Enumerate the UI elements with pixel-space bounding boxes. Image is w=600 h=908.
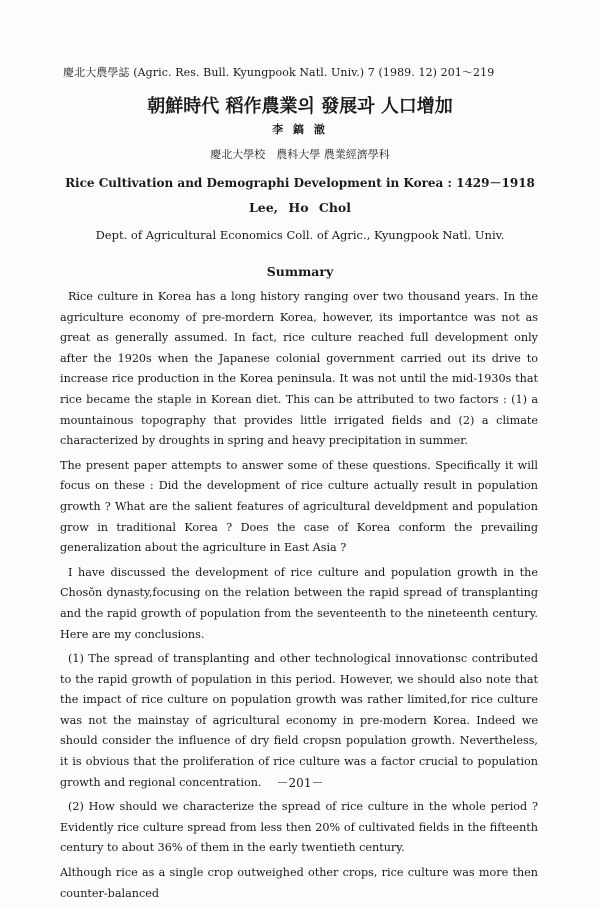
page-number: －201－ [276,776,324,790]
english-affiliation: Dept. of Agricultural Economics Coll. of Agric., Kyungpook Natl. Univ. [95,228,505,242]
summary-paragraph: (2) How should we characterize the spread of rice culture in the whole period ? Evidently rice culture spread from less then 20% of cultivated fields in the fifteenth century to about 36% of them in the early twentieth century. [60,800,538,855]
summary-paragraph: The present paper attempts to answer some of these questions. Specifically it will focus on these : Did the development of rice culture actually result in population growth ? What are the salient features of agricultural develdpment and population grow in traditional Korea ? Does the case of Korea conform the prevailing generalization about the agriculture in East Asia ? [60,458,538,555]
journal-citation: 慶北大農學誌 (Agric. Res. Bull. Kyungpook Natl. Univ.) 7 (1989. 12) 201～219 [63,66,495,79]
korean-title: 朝鮮時代 稻作農業의 發展과 人口增加 [147,96,453,117]
summary-paragraph: Although rice as a single crop outweighed other crops, rice culture was more then counter-balanced [60,866,538,900]
korean-affiliation: 慶北大學校 農科大學 農業經濟學科 [210,148,390,161]
summary-body [60,287,538,908]
english-title: Rice Cultivation and Demographi Development in Korea : 1429－1918 [65,176,535,190]
summary-paragraph: Rice culture in Korea has a long history ranging over two thousand years. In the agriculture economy of pre-mordern Korea, however, its importantce was not as great as generally assumed. In fact, rice culture reached full development only after the 1920s when the Japanese colonial government carried out its drive to increase rice production in the Korea peninsula. It was not until the mid-1930s that rice became the staple in Korean diet. This can be attributed to two factors : (1) a mountainous topography that provides little irrigated fields and (2) a climate characterized by droughts in spring and heavy precipitation in summer. [60,290,538,448]
english-author: Lee, Ho Chol [248,200,352,215]
summary-heading: Summary [266,264,334,279]
korean-author: 李 鎬 澈 [272,123,328,136]
summary-paragraph: (1) The spread of transplanting and other technological innovationsc contributed to the rapid growth of population in this period. However, we should also note that the impact of rice culture on population growth was rather limited,for rice culture was not the mainstay of agricultural economy in pre-modern Korea. Indeed we should consider the influence of dry field cropsn population growth. Nevertheless, it is obvious that the proliferation of rice culture was a factor crucial to population growth and regional concentration. [60,652,538,789]
summary-paragraph: I have discussed the development of rice culture and population growth in the Chosŏn dynasty,focusing on the relation between the rapid spread of transplanting and the rapid growth of population from the seventeenth to the nineteenth century. Here are my conclusions. [60,565,538,641]
